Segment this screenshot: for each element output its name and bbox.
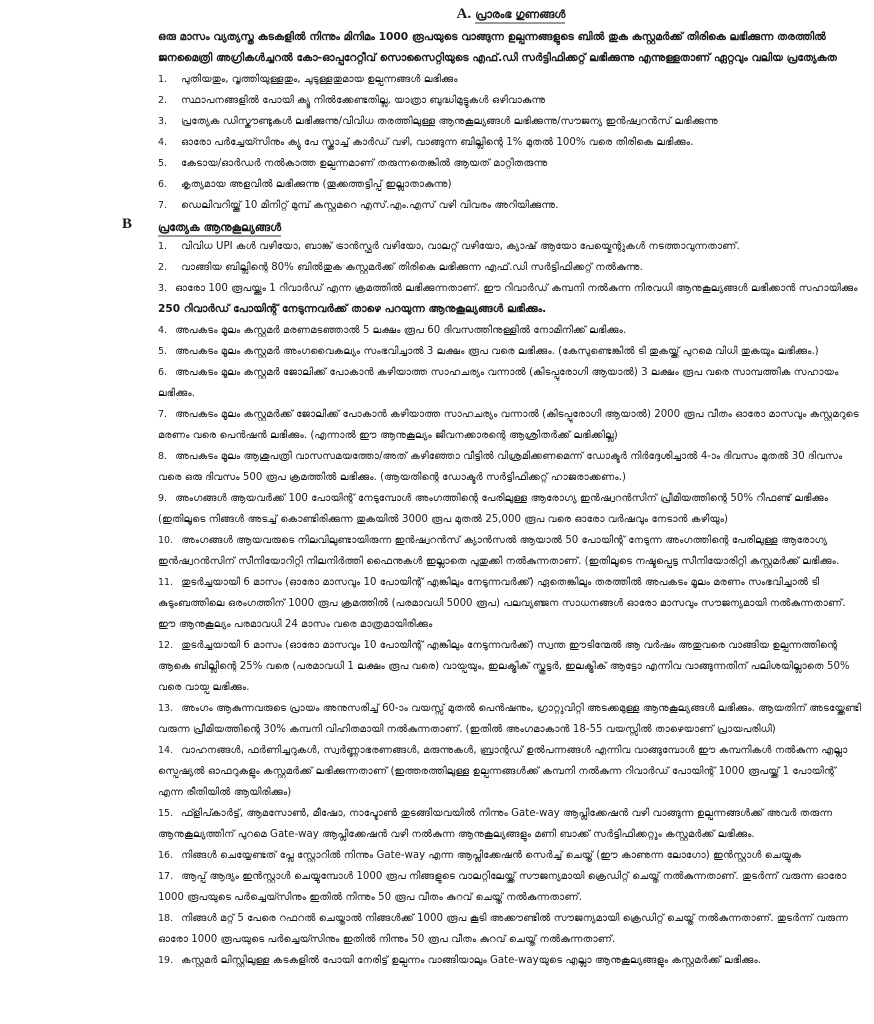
item-text: നിങ്ങൾ മറ്റ് 5 പേരെ റഫറൽ ചെയ്താൽ നിങ്ങൾക്ക് 1000 രൂപ കൂടി അക്കൗണ്ടിൽ സൗജന്യമായി ക്രെഡിറ്റ് ചെയ്ത് നൽകുന്നതാണ്. തുടർന്ന് വരുന്ന ഓരോ 1000 രൂപയുടെ പർച്ചെയ്സിനും ഇതിൽ നിന്നും 50 രൂപ വീതം കുറവ് ചെയ്ത് നൽകുന്നതാണ്. — [158, 913, 849, 945]
document-page — [122, 6, 864, 971]
list-item — [158, 740, 864, 803]
list-item — [158, 404, 864, 446]
list-item — [158, 488, 864, 530]
section-b-heading: പ്രത്യേക ആനുകൂല്യങ്ങൾ — [158, 221, 281, 237]
item-number: 19. — [158, 955, 174, 966]
section-a-intro: ഒരു മാസം വ്യത്യസ്ത കടകളിൽ നിന്നും മിനിമം 1000 രൂപയുടെ വാങ്ങുന്ന ഉല്പന്നങ്ങളുടെ ബിൽ തുക കസ്റ്റമർക്ക് തിരികെ ലഭിക്കുന്ന തരത്തിൽ ജനമൈത്രി അഗ്രികൾച്ചറൽ കോ-ഓപ്പറേറ്റീവ് സൊസൈറ്റിയുടെ എഫ്.ഡി സർട്ടിഫിക്കറ്റ് ലഭിക്കുന്നു എന്നുള്ളതാണ് ഏറ്റവും വലിയ പ്രത്യേകത — [158, 31, 837, 64]
list-item — [158, 320, 864, 341]
item-text: ഫ്ളിപ്കാർട്ട്, ആമസോൺ, മീഷോ, നാപ്ടോൺ തുടങ്ങിയവയിൽ നിന്നും Gate-way ആപ്ലിക്കേഷൻ വഴി വാങ്ങുന്ന ഉല്പന്നങ്ങൾക്ക് അവർ തരുന്ന ആനുകൂല്യത്തിന് പുറമെ Gate-way ആപ്ലിക്കേഷൻ വഴി നൽകുന്ന ആനുകൂല്യങ്ങളും മണി ബാക്ക് സർട്ടിഫിക്കറ്റും കസ്റ്റമർക്ക് ലഭിക്കും. — [158, 808, 833, 840]
item-number: 11. — [158, 577, 174, 588]
item-text: കേടായ/ഓർഡർ നൽകാത്ത ഉല്പന്നമാണ് തരുന്നതെങ്കിൽ ആയത് മാറ്റിതരുന്നു — [181, 158, 548, 169]
list-item — [158, 845, 864, 866]
list-item — [158, 69, 864, 90]
list-item — [158, 111, 864, 132]
item-number: 17. — [158, 871, 174, 882]
list-item — [158, 635, 864, 698]
list-item — [158, 572, 864, 635]
item-number: 5. — [158, 346, 168, 357]
item-number: 6. — [158, 367, 168, 378]
list-item — [158, 132, 864, 153]
item-text: അംഗം ആകുന്നവരുടെ പ്രായം അനുസരിച്ച് 60-ാം വയസ്സ് മുതൽ പെൻഷനും, ഗ്രാറ്റുവിറ്റി അടക്കമുള്ള ആനുകൂല്യങ്ങൾ ലഭിക്കും. ആയതിന് അടയ്ക്കേണ്ടി വരുന്ന പ്രീമിയത്തിന്റെ 30% കമ്പനി വിഹിതമായി നൽകുന്നതാണ്. (ഇതിൽ അംഗമാകാൻ 18-55 വയസ്സിൽ താഴെയാണ് പ്രായപരിധി) — [158, 703, 861, 735]
section-a-title — [158, 6, 864, 24]
section-a-letter: A. — [456, 6, 472, 22]
item-text: വാഹനങ്ങൾ, ഫർണിച്ചറുകൾ, സ്വർണ്ണാഭരണങ്ങൾ, മരുന്നുകൾ, ബ്രാന്റഡ് ഉൽപന്നങ്ങൾ എന്നിവ വാങ്ങുമ്പോൾ ഈ കമ്പനികൾ നൽകുന്ന എല്ലാ സ്പെഷ്യൽ ഓഫറുകളും കസ്റ്റമർക്ക് ലഭിക്കുന്നതാണ് (ഇത്തരത്തിലുള്ള ഉല്പന്നങ്ങൾക്ക് കമ്പനി നൽകുന്ന റിവാർഡ് പോയിന്റ് 1000 രൂപയ്ക്ക് 1 പോയിന്റ് എന്ന രീതിയിൽ ആയിരിക്കും) — [158, 745, 848, 798]
item-text: തുടർച്ചയായി 6 മാസം (ഓരോ മാസവും 10 പോയിന്റ് എങ്കിലും നേടുന്നവർക്ക്) സ്വന്ത ഈടിന്മേൽ ആ വർഷം അതുവരെ വാങ്ങിയ ഉല്പന്നത്തിന്റെ ആകെ ബില്ലിന്റെ 25% വരെ (പരമാവധി 1 ലക്ഷം രൂപ വരെ) വായ്പയും, ഇലക്ട്രിക് സ്കൂട്ടർ, ഇലക്ട്രിക് ആട്ടോ എന്നിവ വാങ്ങുന്നതിന് പലിശയില്ലാതെ 50% വരെ വായ്പ ലഭിക്കും. — [158, 640, 850, 693]
item-text: അപകടം മൂലം കസ്റ്റമർ മരണമടഞ്ഞാൽ 5 ലക്ഷം രൂപ 60 ദിവസത്തിനുള്ളിൽ നോമിനിക്ക് ലഭിക്കും. — [175, 325, 627, 336]
item-text: തുടർച്ചയായി 6 മാസം (ഓരോ മാസവും 10 പോയിന്റ് എങ്കിലും നേടുന്നവർക്ക്) ഏതെങ്കിലും തരത്തിൽ അപകടം മൂലം മരണം സംഭവിച്ചാൽ ടി കുടുംബത്തിലെ ഒരംഗത്തിന് 1000 രൂപ ക്രമത്തിൽ (പരമാവധി 5000 രൂപ) പലവ്യഞ്ജന സാധനങ്ങൾ ഓരോ മാസവും സൗജന്യമായി നൽകുന്നതാണ്. ഈ ആനുകൂല്യം പരമാവധി 24 മാസം വരെ മാത്രമായിരിക്കും — [158, 577, 846, 630]
item-number: 10. — [158, 535, 174, 546]
reward-note: 250 റിവാർഡ് പോയിന്റ് നേടുന്നവർക്ക് താഴെ പറയുന്ന ആനുകൂല്യങ്ങൾ ലഭിക്കും. — [158, 303, 547, 315]
section-b-list-rest — [158, 320, 864, 971]
item-number: 13. — [158, 703, 174, 714]
item-text: ഓരോ പർച്ചേയ്സിനും ക്യു പേ സ്ക്രാച്ച് കാർഡ് വഴി, വാങ്ങുന്ന ബില്ലിന്റെ 1% മുതൽ 100% വരെ തിരികെ ലഭിക്കും. — [181, 137, 694, 148]
item-text: അംഗങ്ങൾ ആയവർക്ക് 100 പോയിന്റ് നേടുമ്പോൾ അംഗത്തിന്റെ പേരിലുള്ള ആരോഗ്യ ഇൻഷ്വറൻസിന് പ്രീമിയത്തിന്റെ 50% റീഫണ്ട് ലഭിക്കും (ഇതിലൂടെ നിങ്ങൾ അടച്ച് കൊണ്ടിരിക്കുന്ന തുകയിൽ 3000 രൂപ മുതൽ 25,000 രൂപ വരെ ഓരോ വർഷവും നേടാൻ കഴിയും) — [158, 493, 829, 525]
item-number: 1. — [158, 241, 168, 252]
list-item — [158, 90, 864, 111]
item-number: 4. — [158, 137, 168, 148]
item-number: 12. — [158, 640, 174, 651]
list-item — [158, 278, 864, 299]
item-number: 9. — [158, 493, 168, 504]
item-number: 6. — [158, 179, 168, 190]
item-number: 1. — [158, 74, 168, 85]
item-number: 14. — [158, 745, 174, 756]
item-number: 7. — [158, 200, 168, 211]
item-text: അപകടം മൂലം ആശുപത്രി വാസസമയത്തോ/അത് കഴിഞ്ഞോ വീട്ടിൽ വിശ്രമിക്കണമെന്ന് ഡോക്ടർ നിർദ്ദേശിച്ചാൽ 4-ാം ദിവസം മുതൽ 30 ദിവസം വരെ ഒരു ദിവസം 500 രൂപ ക്രമത്തിൽ ലഭിക്കും. (ആയതിന്റെ ഡോക്ടർ സർട്ടിഫിക്കറ്റ് ഹാജരാക്കണം.) — [158, 451, 843, 483]
list-item — [158, 866, 864, 908]
item-text: അപകടം മൂലം കസ്റ്റമർ അംഗവൈകല്യം സംഭവിച്ചാൽ 3 ലക്ഷം രൂപ വരെ ലഭിക്കും. (കേസുണ്ടെങ്കിൽ ടി തുകയ്ക്ക് പുറമെ വിധി തുകയും ലഭിക്കും.) — [175, 346, 819, 357]
section-a-list — [158, 69, 864, 216]
item-text: അംഗങ്ങൾ ആയവരുടെ നിലവിലുണ്ടായിരുന്ന ഇൻഷ്വറൻസ് ക്യാൻസൽ ആയാൽ 50 പോയിന്റ് നേടുന്ന അംഗത്തിന്റെ പേരിലുള്ള ആരോഗ്യ ഇൻഷ്വറൻസിന് സീനിയോറിറ്റി നിലനിർത്തി ഫൈനുകൾ ഇല്ലാതെ പുതുക്കി നൽകുന്നതാണ്. (ഇതിലൂടെ നഷ്ടപ്പെട്ട സീനിയോരിറ്റി കസ്റ്റമർക്ക് ലഭിക്കും. — [158, 535, 840, 567]
item-number: 3. — [158, 116, 168, 127]
item-text: സ്ഥാപനങ്ങളിൽ പോയി ക്യൂ നിൽക്കേണ്ടതില്ല, യാത്രാ ബുദ്ധിമുട്ടുകൾ ഒഴിവാകുന്നു — [181, 95, 546, 106]
list-item — [158, 257, 864, 278]
list-item — [158, 236, 864, 257]
item-number: 15. — [158, 808, 174, 819]
item-text: അപകടം മൂലം കസ്റ്റമർക്ക് ജോലിക്ക് പോകാൻ കഴിയാത്ത സാഹചര്യം വന്നാൽ (കിടപ്പുരോഗി ആയാൽ) 2000 രൂപ വീതം ഓരോ മാസവും കസ്റ്റമറുടെ മരണം വരെ പെൻഷൻ ലഭിക്കും. (എന്നാൽ ഈ ആനുകൂല്യം ജീവനക്കാരന്റെ ആശ്രിതർക്ക് ലഭിക്കില്ല) — [158, 409, 859, 441]
list-item — [158, 174, 864, 195]
item-text: വാങ്ങിയ ബില്ലിന്റെ 80% ബിൽതുക കസ്റ്റമർക്ക് തിരികെ ലഭിക്കുന്ന എഫ്.ഡി സർട്ടിഫിക്കറ്റ് നൽകുന്നു. — [181, 262, 643, 273]
list-item — [158, 698, 864, 740]
list-item — [158, 362, 864, 404]
item-text: പ്രത്യേക ഡിസ്കൗണ്ടുകൾ ലഭിക്കുന്നു/വിവിധ തരത്തിലുള്ള ആനുകൂല്യങ്ങൾ ലഭിക്കുന്നു/സൗജന്യ ഇൻഷ്വറൻസ് ലഭിക്കുന്നു — [181, 116, 718, 127]
list-item — [158, 803, 864, 845]
list-item — [158, 341, 864, 362]
item-number: 5. — [158, 158, 168, 169]
list-item — [158, 153, 864, 174]
list-item — [158, 530, 864, 572]
list-item — [158, 950, 864, 971]
item-number: 18. — [158, 913, 174, 924]
item-number: 7. — [158, 409, 168, 420]
list-item — [158, 446, 864, 488]
item-text: പുതിയതും, വൃത്തിയുള്ളതും, ചുടുള്ളതുമായ ഉല്പന്നങ്ങൾ ലഭിക്കും — [181, 74, 458, 85]
list-item — [158, 908, 864, 950]
item-text: ഡെലിവറിയ്ക്ക് 10 മിനിറ്റ് മുമ്പ് കസ്റ്റമറെ എസ്.എം.എസ് വഴി വിവരം അറിയിക്കുന്നു. — [181, 200, 559, 211]
item-number: 2. — [158, 262, 168, 273]
section-b-title — [122, 216, 864, 236]
item-text: കൃത്യമായ അളവിൽ ലഭിക്കുന്നു (തൂക്കത്തട്ടിപ്പ് ഇല്ലാതാകുന്നു) — [181, 179, 452, 190]
item-text: കസ്റ്റമർ ലിസ്റ്റിലുള്ള കടകളിൽ പോയി നേരിട്ട് ഉല്പന്നം വാങ്ങിയാലും Gate-wayയുടെ എല്ലാ ആനുകൂല്യങ്ങളും കസ്റ്റമർക്ക് ലഭിക്കും. — [181, 955, 762, 966]
section-b-list-first — [158, 236, 864, 299]
item-text: ഓരോ 100 രൂപയ്ക്കും 1 റിവാർഡ് എന്ന ക്രമത്തിൽ ലഭിക്കുന്നതാണ്. ഈ റിവാർഡ് കമ്പനി നൽകുന്ന നിരവധി ആനുകൂല്യങ്ങൾ ലഭിക്കാൻ സഹായിക്കും — [175, 283, 858, 294]
item-text: ആപ്പ് ആദ്യം ഇൻസ്റ്റാൾ ചെയ്യുമ്പോൾ 1000 രൂപ നിങ്ങളുടെ വാലറ്റിലേയ്ക്ക് സൗജന്യമായി ക്രെഡിറ്റ് ചെയ്ത് നൽകുന്നതാണ്. തുടർന്ന് വരുന്ന ഓരോ 1000 രൂപയുടെ പർച്ചെയ്സിനും ഇതിൽ നിന്നും 50 രൂപ വീതം കുറവ് ചെയ്ത് നൽകുന്നതാണ്. — [158, 871, 847, 903]
item-number: 4. — [158, 325, 168, 336]
list-item — [158, 195, 864, 216]
section-b-letter: B — [122, 216, 133, 232]
item-number: 8. — [158, 451, 168, 462]
item-text: വിവിധ UPI കൾ വഴിയോ, ബാങ്ക് ട്രാൻസ്ഫർ വഴിയോ, വാലറ്റ് വഴിയോ, ക്യാഷ് ആയോ പേയ്മെന്റുകൾ നടത്താവുന്നതാണ്. — [181, 241, 740, 252]
item-text: അപകടം മൂലം കസ്റ്റമർ ജോലിക്ക് പോകാൻ കഴിയാത്ത സാഹചര്യം വന്നാൽ (കിടപ്പുരോഗി ആയാൽ) 3 ലക്ഷം രൂപ വരെ സാമ്പത്തിക സഹായം ലഭിക്കും. — [158, 367, 839, 399]
item-text: നിങ്ങൾ ചെയ്യേണ്ടത് പ്ലേ സ്റ്റോറിൽ നിന്നും Gate-way എന്ന ആപ്ലിക്കേഷൻ സെർച്ച് ചെയ്ത് (ഈ കാണുന്ന ലോഗോ) ഇൻസ്റ്റാൾ ചെയ്യുക — [181, 850, 801, 861]
section-a-heading: പ്രാരംഭ ഗുണങ്ങൾ — [475, 8, 565, 24]
item-number: 16. — [158, 850, 174, 861]
item-number: 3. — [158, 283, 168, 294]
item-number: 2. — [158, 95, 168, 106]
